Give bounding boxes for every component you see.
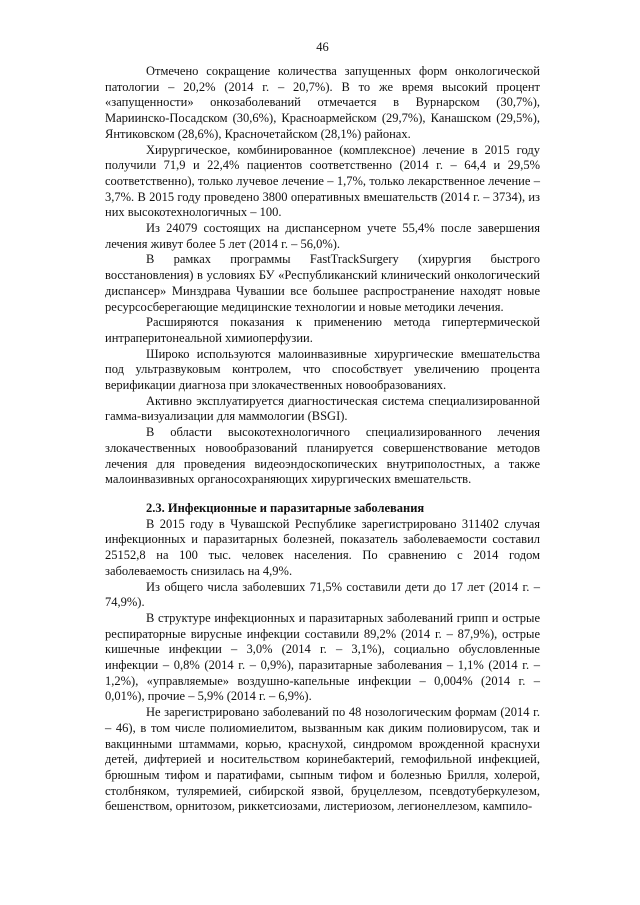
page-number: 46 <box>316 40 329 54</box>
paragraph-ultrasound-surgery: Широко используются малоинвазивные хирургические вмешательства под ультразвуковым контролем, что способствует увеличению процента верификации диагноза при злокачественных новообразованиях. <box>105 346 540 393</box>
document-page <box>105 40 540 815</box>
paragraph-infection-structure: В структуре инфекционных и паразитарных заболеваний грипп и острые респираторные вирусные инфекции составили 89,2% (2014 г. – 87,9%), острые кишечные инфекции – 3,0% (2014 г. – 3,1%), социально обусловленные инфекции – 0,8% (2014 г. – 0,9%), паразитарные заболевания – 1,1% (2014 г. – 1,2%), «управляемые» воздушно-капельные инфекции – 0,004% (2014 г. – 0,01%), прочие – 5,9% (2014 г. – 6,9%). <box>105 610 540 704</box>
paragraph-fasttrack-program: В рамках программы FastTrackSurgery (хирургия быстрого восстановления) в условиях БУ «Республиканский клинический онкологический диспансер» Минздрава Чувашии все большее распространение находят новые ресурсосберегающие медицинские технологии и новые методики лечения. <box>105 252 540 314</box>
paragraph-dispensary-survival: Из 24079 состоящих на диспансерном учете 55,4% после завершения лечения живут более 5 лет (2014 г. – 56,0%). <box>105 221 540 251</box>
section-heading: 2.3. Инфекционные и паразитарные заболевания <box>146 500 425 515</box>
paragraph-chemoperfusion: Расширяются показания к применению метода гипертермической интраперитонеальной химиоперфузии. <box>105 315 540 345</box>
paragraph-children-share: Из общего числа заболевших 71,5% составили дети до 17 лет (2014 г. – 74,9%). <box>105 579 540 610</box>
paragraph-bsgi-system: Активно эксплуатируется диагностическая система специализированной гамма-визуализации для маммологии (BSGI). <box>105 393 540 424</box>
paragraph-late-stage-cancer: Отмечено сокращение количества запущенных форм онкологической патологии – 20,2% (2014 г. – 20,7%). В то же время высокий процент «запущенности» онкозаболеваний отмечается в Вурнарском (30,7%), Мариинско-Посадском (30,6%), Красноармейском (29,7%), Канашском (29,5%), Янтиковском (28,6%), Красночетайском (28,1%) районах. <box>105 64 540 141</box>
paragraph-infection-registered: В 2015 году в Чувашской Республике зарегистрировано 311402 случая инфекционных и паразитарных болезней, показатель заболеваемости составил 25152,8 на 100 тыс. человек населения. По сравнению с 2014 годом заболеваемость снизилась на 4,9%. <box>105 516 540 578</box>
section-spacer <box>105 488 540 501</box>
paragraph-surgical-treatment: Хирургическое, комбинированное (комплексное) лечение в 2015 году получили 71,9 и 22,4% пациентов соответственно (2014 г. – 64,4 и 29,5% соответственно), только лучевое лечение – 1,7%, только лекарственное лечение – 3,7%. В 2015 году проведено 3800 оперативных вмешательств (2014 г. – 3734), из них высокотехнологичных – 100. <box>105 142 540 220</box>
paragraph-high-tech-treatment: В области высокотехнологичного специализированного лечения злокачественных новообразований планируется совершенствование методов лечения для проведения видеоэндоскопических внутриполостных, а также малоинвазивных органосохраняющих хирургических вмешательств. <box>105 425 540 487</box>
paragraph-not-registered: Не зарегистрировано заболеваний по 48 нозологическим формам (2014 г. – 46), в том числе полиомиелитом, вызванным как диким полиовирусом, так и вакцинными штаммами, корью, краснухой, синдромом врожденной краснухи детей, дифтерией и носительством коринебактерий, гемофильной инфекцией, брюшным тифом и паратифами, сыпным тифом и болезнью Брилля, холерой, столбняком, туляремией, сибирской язвой, бруцеллезом, псевдотуберкулезом, бешенством, орнитозом, риккетсиозами, листериозом, легионеллезом, кампило- <box>105 705 540 814</box>
